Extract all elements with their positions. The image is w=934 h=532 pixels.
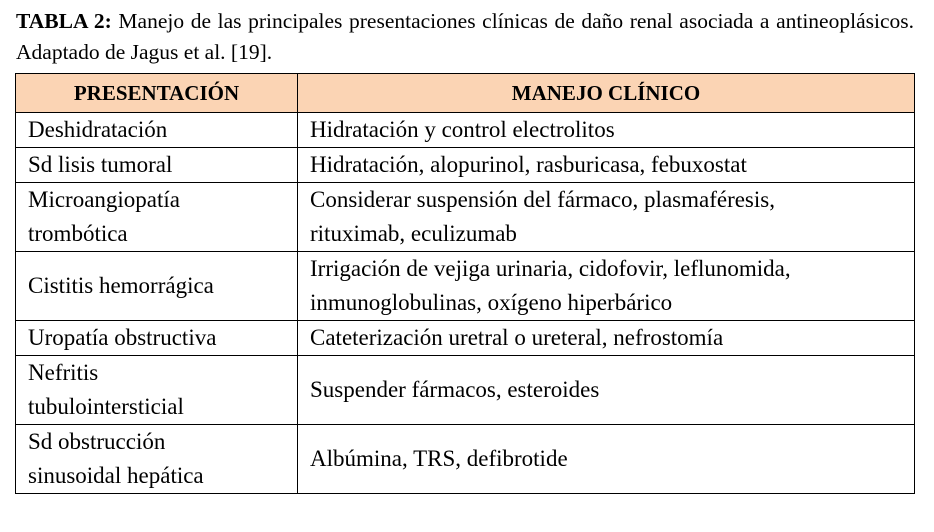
presentation-cell bbox=[16, 321, 298, 356]
cell-line: Cateterización uretral o ureteral, nefrostomía bbox=[310, 325, 724, 350]
header-presentation: PRESENTACIÓN bbox=[16, 74, 298, 113]
cell-line: rituximab, eculizumab bbox=[310, 221, 517, 246]
table-row bbox=[16, 252, 915, 321]
presentation-cell bbox=[16, 113, 298, 148]
management-cell bbox=[298, 148, 915, 183]
presentation-cell bbox=[16, 425, 298, 494]
cell-line: Hidratación y control electrolitos bbox=[310, 117, 615, 142]
cell-line: Nefritis bbox=[28, 360, 99, 385]
cell-line: inmunoglobulinas, oxígeno hiperbárico bbox=[310, 290, 673, 315]
table-row bbox=[16, 321, 915, 356]
management-cell bbox=[298, 183, 915, 252]
header-management: MANEJO CLÍNICO bbox=[298, 74, 915, 113]
presentation-cell bbox=[16, 252, 298, 321]
cell-line: Suspender fármacos, esteroides bbox=[310, 377, 600, 402]
table-row bbox=[16, 183, 915, 252]
table-row bbox=[16, 425, 915, 494]
cell-line: Uropatía obstructiva bbox=[28, 325, 217, 350]
management-cell bbox=[298, 252, 915, 321]
cell-line: tubulointersticial bbox=[28, 394, 184, 419]
management-cell bbox=[298, 113, 915, 148]
presentation-cell bbox=[16, 183, 298, 252]
table-row bbox=[16, 113, 915, 148]
caption-text: Manejo de las principales presentaciones clínicas de daño renal asociada a antineoplásicos. Adaptado de Jagus et al. [19]. bbox=[16, 9, 914, 64]
presentation-cell bbox=[16, 356, 298, 425]
cell-line: Deshidratación bbox=[28, 117, 168, 142]
management-cell bbox=[298, 356, 915, 425]
cell-line: Hidratación, alopurinol, rasburicasa, febuxostat bbox=[310, 152, 747, 177]
management-cell bbox=[298, 425, 915, 494]
cell-line: Albúmina, TRS, defibrotide bbox=[310, 446, 568, 471]
table-caption bbox=[16, 6, 914, 68]
cell-line: Sd obstrucción bbox=[28, 429, 166, 454]
cell-line: Irrigación de vejiga urinaria, cidofovir, leflunomida, bbox=[310, 256, 791, 281]
caption-label: TABLA 2: bbox=[16, 9, 112, 33]
presentation-cell bbox=[16, 148, 298, 183]
cell-line: Cistitis hemorrágica bbox=[28, 273, 214, 298]
cell-line: Considerar suspensión del fármaco, plasmaféresis, bbox=[310, 187, 775, 212]
header-row bbox=[16, 74, 915, 113]
management-cell bbox=[298, 321, 915, 356]
cell-line: sinusoidal hepática bbox=[28, 463, 204, 488]
cell-line: Sd lisis tumoral bbox=[28, 152, 173, 177]
cell-line: Microangiopatía bbox=[28, 187, 181, 212]
table-row bbox=[16, 356, 915, 425]
cell-line: trombótica bbox=[28, 221, 128, 246]
table-row bbox=[16, 148, 915, 183]
clinical-management-table bbox=[15, 73, 915, 494]
